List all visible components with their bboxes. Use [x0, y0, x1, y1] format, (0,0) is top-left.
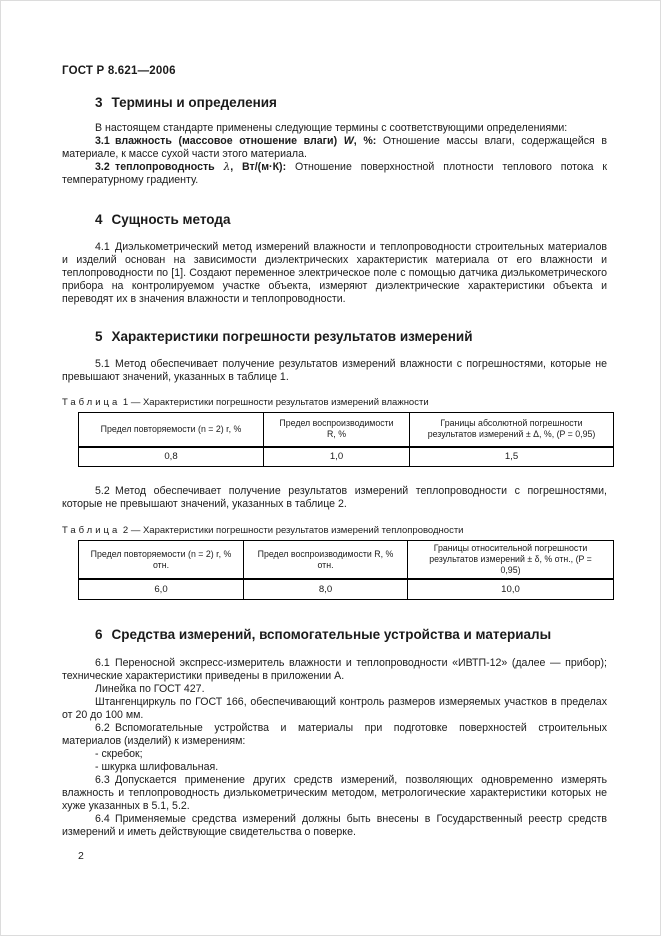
- table-1-caption-text: — Характеристики погрешности результатов измерений влажности: [130, 397, 429, 408]
- term-3-2-name: теплопроводность: [115, 161, 215, 173]
- list-item-scraper: - скребок;: [95, 747, 143, 760]
- table-2-value-1: 6,0: [79, 579, 244, 599]
- section-5-number: 5: [95, 329, 103, 344]
- paragraph-5-1: 5.1 Метод обеспечивает получение результатов измерений влажности с погрешностями, которые не превышают значений, указанных в таблице 1.: [62, 358, 607, 383]
- section-6-title: Средства измерений, вспомогательные устройства и материалы: [111, 626, 552, 642]
- section-4-heading: [62, 211, 607, 228]
- term-3-1-definition: Отношение массы влаги, содержащейся в материале, к массе сухой части этого материала.: [62, 135, 607, 160]
- list-item-sandpaper: - шкурка шлифовальная.: [95, 760, 219, 773]
- paragraph-terms-intro: В настоящем стандарте применены следующие термины с соответствующими определениями:: [95, 122, 568, 134]
- term-3-2-definition: Отношение поверхностной плотности теплового потока к температурному градиенту.: [62, 161, 607, 186]
- section-4-number: 4: [95, 212, 103, 227]
- table-1: [78, 412, 614, 467]
- table-1-col3-header: Границы абсолютной погрешности результатов измерений ± Δ, %, (P = 0,95): [410, 413, 614, 447]
- table-2: [78, 540, 614, 600]
- table-2-col1-header: Предел повторяемости (n = 2) r, % отн.: [79, 541, 244, 580]
- table-2-value-2: 8,0: [244, 579, 408, 599]
- table-2-header-row: [79, 541, 614, 580]
- table-1-caption: [62, 397, 607, 409]
- paragraph-5-2: 5.2 Метод обеспечивает получение результатов измерений теплопроводности с погрешностями, которые не превышают значений, указанных в таблице 2.: [62, 485, 607, 510]
- table-1-value-2: 1,0: [264, 447, 410, 467]
- term-3-1-symbol: W: [343, 135, 354, 147]
- table-1-value-3: 1,5: [410, 447, 614, 467]
- section-6-heading: [62, 626, 607, 643]
- term-3-2-unit: , Вт/(м·К):: [230, 161, 287, 173]
- table-2-col3-header: Границы относительной погрешности результатов измерений ± δ, % отн., (P = 0,95): [408, 541, 614, 580]
- section-3-heading: [62, 94, 607, 111]
- table-2-caption-word: Таблица: [62, 525, 121, 536]
- table-2-col2-header: Предел воспроизводимости R, % отн.: [244, 541, 408, 580]
- table-1-caption-number: 1: [122, 397, 129, 408]
- table-2-caption-text: — Характеристики погрешности результатов измерений теплопроводности: [130, 525, 464, 536]
- table-1-data-row: [79, 447, 614, 467]
- paragraph-6-1-caliper: Штангенциркуль по ГОСТ 166, обеспечивающий контроль размеров измеряемых участков в пределах от 20 до 100 мм.: [62, 695, 607, 721]
- section-4-title: Сущность метода: [111, 212, 231, 227]
- paragraph-6-2: 6.2 Вспомогательные устройства и материалы при подготовке поверхностей строительных материалов (изделий) к измерениям:: [62, 721, 607, 747]
- paragraph-6-1: 6.1 Переносной экспресс-измеритель влажности и теплопроводности «ИВТП-12» (далее — прибор); технические характеристики приведены в приложении А.: [62, 656, 607, 682]
- term-3-1-name: влажность (массовое отношение влаги): [115, 135, 338, 147]
- paragraph-6-3: 6.3 Допускается применение других средств измерений, позволяющих одновременно измерять влажность и теплопроводность диэлькометрическим методом, метрологические характеристики которых не хуже указанных в 5.1, 5.2.: [62, 773, 607, 812]
- table-1-caption-word: Таблица: [62, 397, 121, 408]
- section-6-number: 6: [95, 626, 103, 642]
- doc-number-header: ГОСТ Р 8.621—2006: [62, 65, 176, 77]
- table-2-value-3: 10,0: [408, 579, 614, 599]
- section-3-number: 3: [95, 95, 103, 110]
- term-3-1: [62, 135, 607, 161]
- paragraph-6-4: 6.4 Применяемые средства измерений должны быть внесены в Государственный реестр средств измерений и иметь действующие свидетельства о поверке.: [62, 812, 607, 838]
- section-5-heading: [62, 328, 607, 345]
- table-2-caption: [62, 525, 607, 537]
- page-number: 2: [78, 849, 84, 862]
- table-2-caption-number: 2: [122, 525, 129, 536]
- lambda-symbol: λ: [223, 161, 231, 173]
- document-page: [62, 64, 607, 862]
- term-3-1-number: 3.1: [95, 135, 116, 147]
- table-1-value-1: 0,8: [79, 447, 264, 467]
- term-3-2-number: 3.2: [95, 161, 116, 173]
- paragraph-4-1: 4.1 Диэлькометрический метод измерений влажности и теплопроводности строительных материалов и изделий основан на зависимости диэлектрических характеристик материала от его влажности и теплопроводности по [1]. Создают переменное электрическое поле с помощью датчика диэлькометрического прибора на контролируемом участке объекта, измеряют диэлектрические характеристики объекта и переводят их в значения влажности и теплопроводности.: [62, 241, 607, 305]
- paragraph-6-1-ruler: Линейка по ГОСТ 427.: [95, 682, 205, 695]
- table-1-col2-header: Предел воспроизводимости R, %: [264, 413, 410, 447]
- table-2-data-row: [79, 579, 614, 599]
- term-3-1-unit: , %:: [353, 135, 377, 147]
- section-5-title: Характеристики погрешности результатов измерений: [111, 329, 473, 344]
- table-1-header-row: [79, 413, 614, 447]
- term-3-2: [62, 161, 607, 187]
- section-3-title: Термины и определения: [111, 95, 277, 110]
- table-1-col1-header: Предел повторяемости (n = 2) r, %: [79, 413, 264, 447]
